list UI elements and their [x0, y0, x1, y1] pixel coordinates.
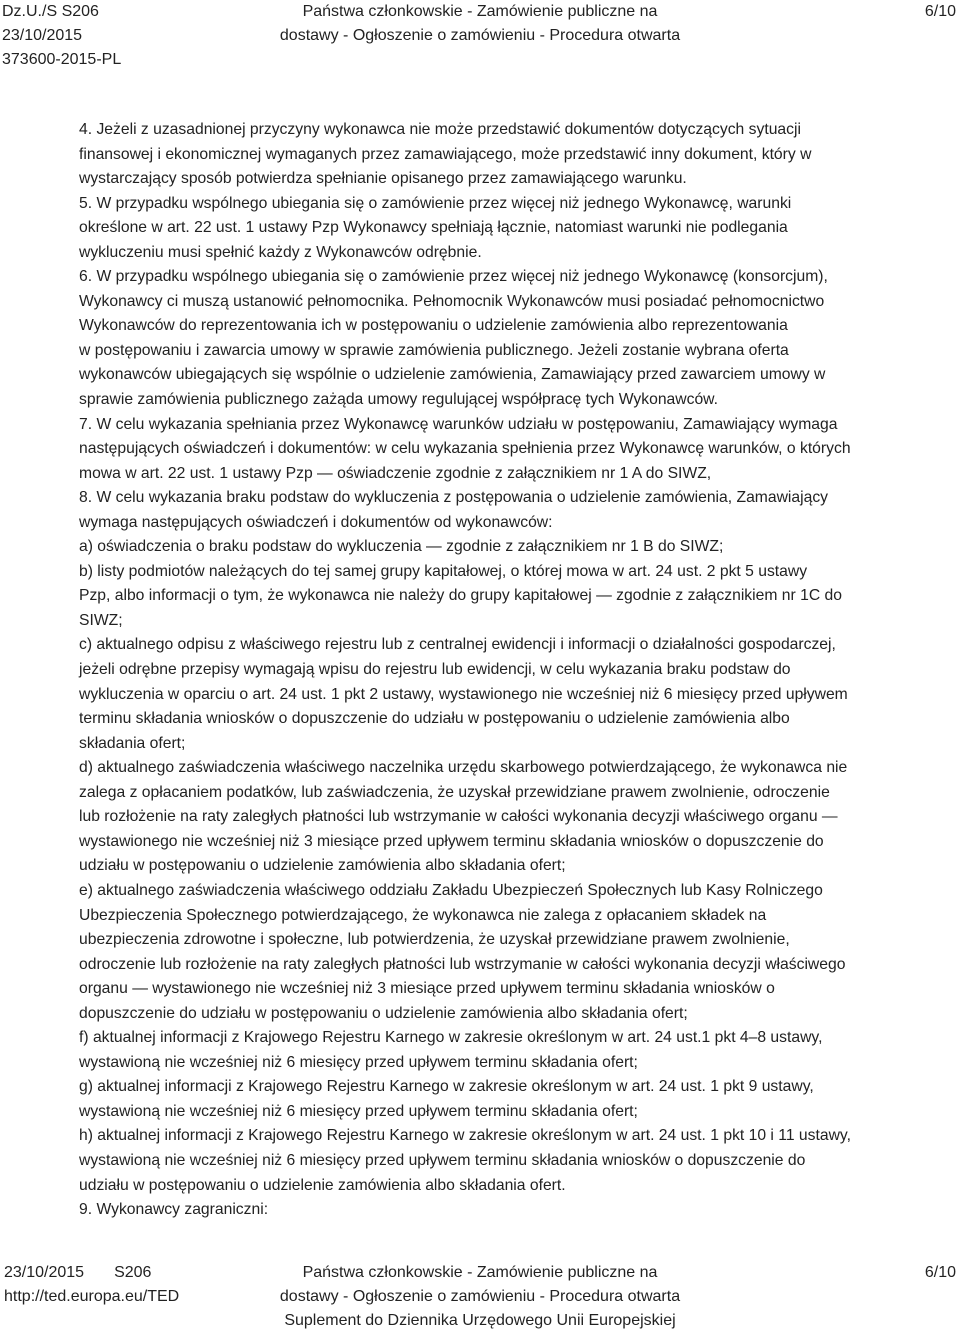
header-title [0, 0, 960, 48]
body-text-line: wystawionego nie wcześniej niż 3 miesiące przed upływem terminu składania wniosków o dopuszczenie do [79, 832, 824, 850]
body-text-line: w postępowaniu i zawarcia umowy w sprawie zamówienia publicznego. Jeżeli zostanie wybrana oferta [79, 341, 789, 359]
notice-number: 373600-2015-PL [2, 51, 122, 68]
body-text-line: zalega z opłacaniem podatków, lub zaświadczenia, że uzyskał przewidziane prawem zwolnienie, odroczenie [79, 783, 830, 801]
document-body [79, 118, 949, 1223]
body-text-line: g) aktualnej informacji z Krajowego Rejestru Karnego w zakresie określonym w art. 24 ust. 1 pkt 9 ustawy, [79, 1078, 814, 1096]
footer-code: S206 [114, 1264, 152, 1281]
body-text-line: wykonawców ubiegających się wspólnie o udzielenie zamówienia, Zamawiający przed zawarciem umowy w [79, 366, 826, 384]
journal-ref: Dz.U./S S206 [2, 3, 99, 20]
body-text-line: a) oświadczenia o braku podstaw do wykluczenia — zgodnie z załącznikiem nr 1 B do SIWZ; [79, 538, 724, 556]
body-text-line: e) aktualnego zaświadczenia właściwego oddziału Zakładu Ubezpieczeń Społecznych lub Kasy Rolniczego [79, 881, 823, 899]
body-text-line: b) listy podmiotów należących do tej samej grupy kapitałowej, o której mowa w art. 24 ust. 2 pkt 5 ustawy [79, 562, 808, 580]
header-date: 23/10/2015 [2, 27, 83, 44]
body-text-line: udziału w postępowaniu o udzielenie zamówienia albo składania ofert. [79, 1176, 566, 1194]
footer-url: http://ted.europa.eu/TED [4, 1288, 180, 1305]
body-text-line: wykluczeniu musi spełnić każdy z Wykonawców odrębnie. [79, 243, 482, 261]
body-text-line: 6. W przypadku wspólnego ubiegania się o zamówienie przez więcej niż jednego Wykonawcę (konsorcjum), [79, 268, 828, 286]
body-text-line: 7. W celu wykazania spełniania przez Wykonawcę warunków udziału w postępowaniu, Zamawiający wymaga [79, 415, 838, 433]
body-text-line: udziału w postępowaniu o udzielenie zamówienia albo składania ofert; [79, 857, 566, 875]
body-text-line: 8. W celu wykazania braku podstaw do wykluczenia z postępowania o udzielenie zamówienia, Zamawiający [79, 489, 829, 507]
body-text-line: wystawioną nie wcześniej niż 6 miesięcy przed upływem terminu składania ofert; [79, 1053, 638, 1071]
body-text-line: wystawioną nie wcześniej niż 6 miesięcy przed upływem terminu składania wniosków o dopuszczenie do [79, 1151, 806, 1169]
header-title-line-2: dostawy - Ogłoszenie o zamówieniu - Procedura otwarta [279, 27, 681, 44]
body-text-line: wystawioną nie wcześniej niż 6 miesięcy przed upływem terminu składania ofert; [79, 1102, 638, 1120]
footer-title [0, 1261, 960, 1333]
body-text-line: wystarczający sposób potwierdza spełnianie opisanego przez zamawiającego warunku. [79, 170, 687, 188]
footer-title-line-1: Państwa członkowskie - Zamówienie publiczne na [302, 1264, 658, 1281]
body-text-line: wykluczenia w oparciu o art. 24 ust. 1 pkt 2 ustawy, wystawionego nie wcześniej niż 6 miesięcy przed upływem [79, 685, 848, 703]
body-text-line: d) aktualnego zaświadczenia właściwego naczelnika urzędu skarbowego potwierdzającego, że wykonawca nie [79, 759, 848, 777]
body-text-line: SIWZ; [79, 611, 123, 629]
body-text-line: składania ofert; [79, 734, 186, 752]
body-text-line: 4. Jeżeli z uzasadnionej przyczyny wykonawca nie może przedstawić dokumentów dotyczących sytuacji [79, 121, 801, 138]
body-text-line: terminu składania wniosków o dopuszczenie do udziału w postępowaniu o udzielenie zamówienia albo [79, 710, 790, 728]
body-text-line: następujących oświadczeń i dokumentów: w celu wykazania spełnienia przez Wykonawcę warunków, o których [79, 440, 851, 458]
body-text-line: określone w art. 22 ust. 1 ustawy Pzp Wykonawcy spełniają łącznie, natomiast warunki nie podlegania [79, 219, 788, 237]
header-page-number: 6/10 [924, 3, 956, 20]
footer-page-number: 6/10 [924, 1264, 956, 1281]
body-text-line: 5. W przypadku wspólnego ubiegania się o zamówienie przez więcej niż jednego Wykonawcę, warunki [79, 194, 792, 212]
page-header [0, 0, 960, 70]
body-text-line: sprawie zamówienia publicznego zażąda umowy regulującej współpracę tych Wykonawców. [79, 391, 719, 409]
body-text-line: Ubezpieczenia Społecznego potwierdzającego, że wykonawca nie zalega z opłacaniem składek na [79, 906, 767, 924]
footer-title-line-2: dostawy - Ogłoszenie o zamówieniu - Procedura otwarta [279, 1288, 681, 1305]
body-text-line: 9. Wykonawcy zagraniczni: [79, 1201, 269, 1219]
body-text-line: Wykonawców do reprezentowania ich w postępowaniu o udzielenie zamówienia albo reprezentowania [79, 317, 788, 335]
footer-date: 23/10/2015 [4, 1264, 85, 1281]
body-text-line: jeżeli odrębne przepisy wymagają wpisu do rejestru lub ewidencji, w celu wykazania braku podstaw do [79, 661, 791, 679]
body-text-line: Pzp, albo informacji o tym, że wykonawca nie należy do grupy kapitałowej — zgodnie z załącznikiem nr 1C do [79, 587, 842, 605]
body-text-line: ubezpieczenia zdrowotne i społeczne, lub potwierdzenia, że uzyskał przewidziane prawem zwolnienie, [79, 931, 790, 949]
body-text-line: mowa w art. 22 ust. 1 ustawy Pzp — oświadczenie zgodnie z załącznikiem nr 1 A do SIWZ, [79, 464, 712, 482]
body-text-line: organu — wystawionego nie wcześniej niż 3 miesiące przed upływem terminu składania wniosków o [79, 980, 775, 998]
body-text-line: Wykonawcy ci muszą ustanowić pełnomocnika. Pełnomocnik Wykonawców musi posiadać pełnomocnictwo [79, 292, 825, 310]
body-text-line: wymaga następujących oświadczeń i dokumentów od wykonawców: [79, 513, 553, 531]
page-footer [0, 1261, 960, 1334]
body-text-line: lub rozłożenie na raty zaległych płatności lub wstrzymanie w całości wykonania decyzji właściwego organu — [79, 808, 838, 826]
body-text-line: h) aktualnej informacji z Krajowego Rejestru Karnego w zakresie określonym w art. 24 ust. 1 pkt 10 i 11 ustawy, [79, 1127, 851, 1145]
header-title-line-1: Państwa członkowskie - Zamówienie publiczne na [302, 3, 658, 20]
footer-supplement: Suplement do Dziennika Urzędowego Unii Europejskiej [284, 1312, 676, 1329]
body-text-line: f) aktualnej informacji z Krajowego Rejestru Karnego w zakresie określonym w art. 24 ust.1 pkt 4–8 ustawy, [79, 1029, 823, 1047]
body-text-line: dopuszczenie do udziału w postępowaniu o udzielenie zamówienia albo składania ofert; [79, 1004, 688, 1022]
body-text-line: odroczenie lub rozłożenie na raty zaległych płatności lub wstrzymanie w całości wykonania decyzji właściwego [79, 955, 846, 973]
body-text-line: finansowej i ekonomicznej wymaganych przez zamawiającego, może przedstawić inny dokument, który w [79, 145, 812, 163]
body-text-line: c) aktualnego odpisu z właściwego rejestru lub z centralnej ewidencji i informacji o działalności gospodarczej, [79, 636, 836, 654]
